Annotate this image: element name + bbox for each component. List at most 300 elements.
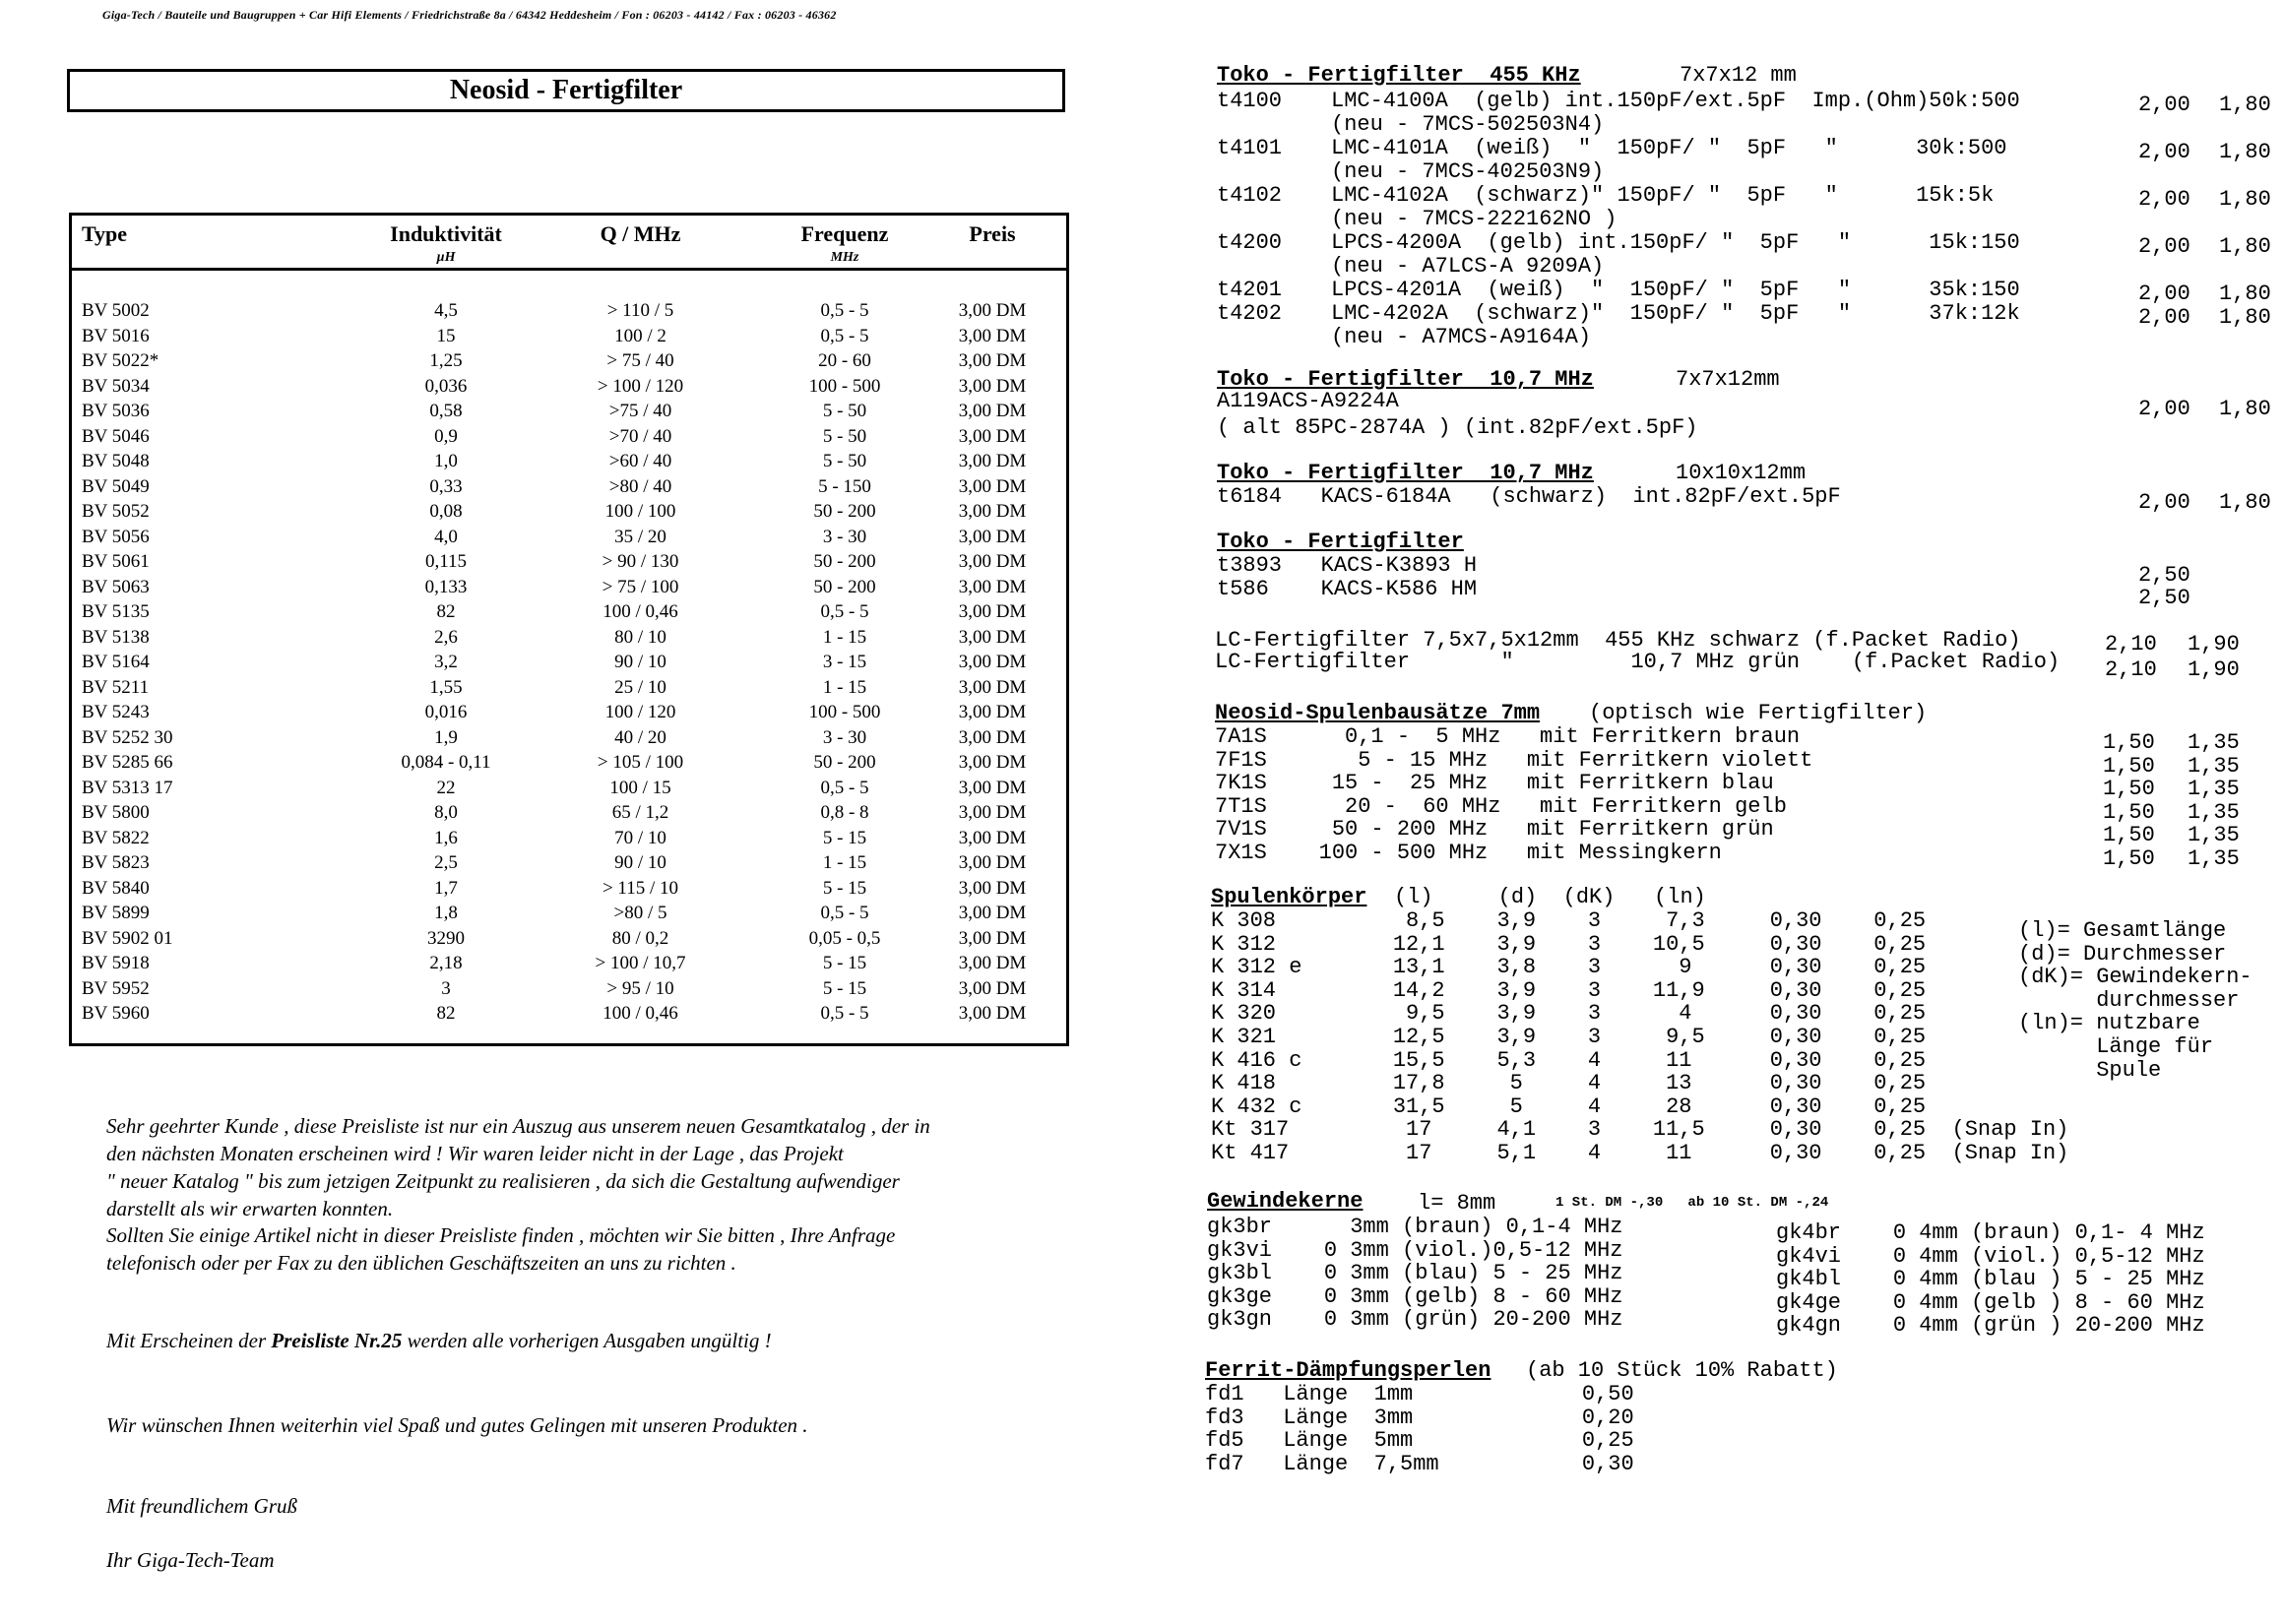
item-price-bulk: 1,80	[2219, 397, 2271, 421]
cell-frequency: 50 - 200	[813, 752, 876, 773]
item-price: 2,00	[2138, 234, 2190, 259]
cell-type: BV 5052	[82, 501, 150, 522]
cell-price: 3,00 DM	[958, 877, 1027, 899]
table-row	[72, 426, 1066, 452]
cell-q: >80 / 40	[608, 475, 672, 497]
header-price: Preis	[969, 221, 1016, 246]
table-row	[72, 978, 1066, 1004]
item-price: 1,50	[2103, 730, 2155, 755]
item-price-bulk: 1,80	[2219, 93, 2271, 117]
item-price: 2,50	[2138, 563, 2190, 588]
section-note: l= 8mm	[1418, 1191, 1496, 1216]
item-row: gk4br 0 4mm (braun) 0,1- 4 MHz	[1776, 1220, 2205, 1245]
cell-q: 100 / 15	[609, 777, 671, 798]
letter-line: darstellt als wir erwarten konnten.	[106, 1197, 394, 1220]
item-row: gk4vi 0 4mm (viol.) 0,5-12 MHz	[1776, 1243, 2205, 1269]
cell-price: 3,00 DM	[958, 676, 1027, 698]
cell-type: BV 5056	[82, 526, 150, 547]
cell-inductance: 1,9	[434, 726, 458, 748]
cell-inductance: 1,55	[429, 676, 463, 698]
section-title: Toko - Fertigfilter 455 KHz	[1217, 63, 1581, 88]
cell-price: 3,00 DM	[958, 501, 1027, 522]
section-columns: (l) (d) (dK) (ln)	[1394, 885, 1706, 909]
cell-type: BV 5046	[82, 425, 150, 447]
letter-line: telefonisch oder per Fax zu den üblichen Geschäftszeiten an uns zu richten .	[106, 1251, 736, 1275]
section-size: 7x7x12mm	[1676, 367, 1780, 392]
item-price-bulk: 1,80	[2219, 187, 2271, 212]
table-row	[72, 627, 1066, 653]
item-description: LMC-4101A (weiß) " 150pF/ " 5pF " 30k:500	[1331, 136, 2007, 160]
letter-line: Sollten Sie einige Artikel nicht in dieser Preisliste finden , möchten wir Sie bitten , Ihre Anfrage	[106, 1223, 896, 1247]
cell-price: 3,00 DM	[958, 475, 1027, 497]
cell-frequency: 3 - 30	[822, 526, 867, 547]
item-price-bulk: 1,35	[2188, 753, 2240, 779]
table-row	[72, 903, 1066, 928]
cell-type: BV 5285 66	[82, 752, 173, 773]
item-description: 7F1S 5 - 15 MHz mit Ferritkern violett	[1215, 747, 1813, 773]
cell-q: 100 / 2	[614, 325, 666, 346]
cell-frequency: 5 - 15	[822, 877, 867, 899]
cell-price: 3,00 DM	[958, 852, 1027, 873]
cell-price: 3,00 DM	[958, 827, 1027, 848]
cell-q: 40 / 20	[614, 726, 666, 748]
cell-price: 3,00 DM	[958, 977, 1027, 999]
item-row: fd1 Länge 1mm 0,50	[1205, 1382, 1634, 1406]
item-note: (neu - 7MCS-402503N9)	[1331, 159, 1605, 184]
legend-line: durchmesser	[2018, 987, 2240, 1013]
section-title: Toko - Fertigfilter 10,7 MHz	[1217, 367, 1594, 392]
item-note: (neu - 7MCS-222162NO )	[1331, 207, 1618, 231]
section-note: (optisch wie Fertigfilter)	[1589, 701, 1928, 725]
item-row: K 308 8,5 3,9 3 7,3 0,30 0,25	[1211, 908, 1927, 933]
cell-price: 3,00 DM	[958, 777, 1027, 798]
cell-frequency: 5 - 50	[822, 451, 867, 471]
cell-frequency: 5 - 150	[818, 475, 871, 497]
cell-type: BV 5034	[82, 375, 150, 397]
item-price: 2,00	[2138, 93, 2190, 117]
cell-frequency: 5 - 50	[822, 425, 867, 447]
item-row: gk3br 3mm (braun) 0,1-4 MHz	[1207, 1215, 1623, 1239]
table-row	[72, 727, 1066, 753]
item-description: LMC-4202A (schwarz)" 150pF/ " 5pF " 37k:12k	[1331, 301, 2020, 326]
cell-inductance: 0,084 - 0,11	[401, 752, 491, 773]
cell-type: BV 5135	[82, 601, 150, 622]
cell-price: 3,00 DM	[958, 576, 1027, 597]
cell-q: > 115 / 10	[602, 877, 679, 899]
cell-price: 3,00 DM	[958, 325, 1027, 346]
signature-line: Ihr Giga-Tech-Team	[106, 1548, 275, 1572]
item-description: LC-Fertigfilter 7,5x7,5x12mm 455 KHz schwarz (f.Packet Radio)	[1215, 628, 2021, 653]
section-price-note: 1 St. DM -,30 ab 10 St. DM -,24	[1555, 1195, 1829, 1211]
cell-frequency: 0,5 - 5	[820, 1003, 869, 1024]
cell-type: BV 5022*	[82, 350, 159, 371]
cell-inductance: 0,33	[429, 475, 463, 497]
item-price-bulk: 1,35	[2188, 777, 2240, 801]
item-row: K 432 c 31,5 5 4 28 0,30 0,25	[1211, 1093, 1927, 1119]
cell-price: 3,00 DM	[958, 1003, 1027, 1024]
cell-inductance: 82	[436, 601, 456, 622]
item-price: 2,00	[2138, 490, 2190, 515]
cell-type: BV 5952	[82, 977, 150, 999]
cell-inductance: 1,8	[434, 903, 458, 923]
item-row: gk3gn 0 3mm (grün) 20-200 MHz	[1207, 1307, 1623, 1332]
cell-price: 3,00 DM	[958, 601, 1027, 622]
item-description: 7T1S 20 - 60 MHz mit Ferritkern gelb	[1215, 793, 1787, 819]
cell-price: 3,00 DM	[958, 451, 1027, 471]
cell-price: 3,00 DM	[958, 752, 1027, 773]
cell-type: BV 5211	[82, 676, 150, 698]
greeting-line: Mit freundlichem Gruß	[106, 1494, 298, 1518]
cell-inductance: 1,0	[434, 451, 458, 471]
item-description: t6184 KACS-6184A (schwarz) int.82pF/ext.5pF	[1217, 484, 1841, 509]
item-description: 7A1S 0,1 - 5 MHz mit Ferritkern braun	[1215, 724, 1801, 749]
cell-price: 3,00 DM	[958, 375, 1027, 397]
item-code: t4200	[1217, 230, 1283, 255]
cell-q: 80 / 10	[614, 626, 666, 648]
item-row: gk3bl 0 3mm (blau) 5 - 25 MHz	[1207, 1261, 1623, 1285]
cell-price: 3,00 DM	[958, 401, 1027, 421]
cell-type: BV 5048	[82, 451, 150, 471]
page-header: Giga-Tech / Bauteile und Baugruppen + Car Hifi Elements / Friedrichstraße 8a / 64342 Heddesheim / Fon : 06203 - 44142 / Fax : 06203 - 46362	[102, 8, 837, 22]
item-code: t4201	[1217, 278, 1283, 302]
item-description: 7X1S 100 - 500 MHz mit Messingkern	[1215, 840, 1722, 865]
cell-frequency: 20 - 60	[818, 350, 871, 371]
table-row	[72, 376, 1066, 402]
cell-price: 3,00 DM	[958, 300, 1027, 321]
cell-type: BV 5313 17	[82, 777, 173, 798]
cell-q: 100 / 100	[604, 501, 676, 522]
item-description: LC-Fertigfilter " 10,7 MHz grün (f.Packet Radio)	[1215, 650, 2061, 674]
cell-price: 3,00 DM	[958, 903, 1027, 923]
cell-type: BV 5918	[82, 953, 150, 973]
cell-type: BV 5840	[82, 877, 150, 899]
section-title: Spulenkörper	[1211, 885, 1367, 909]
cell-price: 3,00 DM	[958, 726, 1027, 748]
cell-type: BV 5960	[82, 1003, 150, 1024]
validity-note	[106, 1327, 772, 1354]
table-row	[72, 1003, 1066, 1029]
cell-frequency: 3 - 15	[822, 652, 867, 672]
item-row: fd5 Länge 5mm 0,25	[1205, 1428, 1634, 1453]
item-price-bulk: 1,80	[2219, 305, 2271, 330]
item-price-bulk: 1,90	[2188, 632, 2240, 656]
table-row	[72, 601, 1066, 627]
item-price: 2,00	[2138, 281, 2190, 306]
cell-q: 70 / 10	[614, 827, 666, 848]
table-body	[72, 300, 1066, 1029]
legend-line: (ln)= nutzbare	[2018, 1011, 2200, 1036]
table-row	[72, 828, 1066, 853]
item-price: 1,50	[2103, 777, 2155, 801]
item-note: (neu - A7LCS-A 9209A)	[1331, 254, 1605, 279]
cell-frequency: 50 - 200	[813, 551, 876, 572]
cell-frequency: 5 - 15	[822, 977, 867, 999]
cell-price: 3,00 DM	[958, 802, 1027, 823]
item-description: LPCS-4201A (weiß) " 150pF/ " 5pF " 35k:150	[1331, 278, 2020, 302]
table-row	[72, 802, 1066, 828]
cell-inductance: 0,58	[429, 401, 463, 421]
cell-frequency: 0,05 - 0,5	[808, 927, 881, 949]
header-inductance-unit: µH	[436, 250, 456, 265]
cell-type: BV 5061	[82, 551, 150, 572]
cell-frequency: 1 - 15	[822, 676, 867, 698]
item-price-bulk: 1,80	[2219, 490, 2271, 515]
table-row	[72, 300, 1066, 326]
cell-type: BV 5243	[82, 702, 150, 722]
validity-text-c: werden alle vorherigen Ausgaben ungültig !	[402, 1329, 772, 1352]
cell-q: >75 / 40	[608, 401, 672, 421]
cell-inductance: 1,25	[429, 350, 463, 371]
item-code: t4101	[1217, 136, 1283, 160]
item-row: gk4ge 0 4mm (gelb ) 8 - 60 MHz	[1776, 1289, 2205, 1315]
item-price: 1,50	[2103, 845, 2155, 871]
table-row	[72, 702, 1066, 727]
item-row: K 314 14,2 3,9 3 11,9 0,30 0,25	[1211, 977, 1927, 1003]
table-row	[72, 350, 1066, 376]
item-row: gk4gn 0 4mm (grün ) 20-200 MHz	[1776, 1313, 2205, 1338]
item-price-bulk: 1,35	[2188, 845, 2240, 871]
cell-price: 3,00 DM	[958, 425, 1027, 447]
item-row: fd3 Länge 3mm 0,20	[1205, 1405, 1634, 1430]
header-frequency: Frequenz	[800, 221, 889, 246]
neosid-title-box	[67, 69, 1065, 112]
cell-type: BV 5002	[82, 300, 150, 321]
section-title: Gewindekerne	[1207, 1189, 1364, 1214]
table-header	[72, 216, 1066, 271]
item-price-bulk: 1,35	[2188, 799, 2240, 825]
item-description: 7K1S 15 - 25 MHz mit Ferritkern blau	[1215, 771, 1774, 795]
item-price-bulk: 1,35	[2188, 730, 2240, 755]
cell-type: BV 5138	[82, 626, 150, 648]
cell-frequency: 1 - 15	[822, 626, 867, 648]
cell-frequency: 0,5 - 5	[820, 300, 869, 321]
cell-inductance: 0,036	[424, 375, 468, 397]
legend-line: Spule	[2018, 1057, 2162, 1083]
cell-inductance: 2,18	[429, 953, 463, 973]
cell-price: 3,00 DM	[958, 702, 1027, 722]
table-row	[72, 953, 1066, 978]
item-price: 2,00	[2138, 397, 2190, 421]
cell-frequency: 100 - 500	[808, 702, 881, 722]
table-row	[72, 476, 1066, 502]
cell-frequency: 50 - 200	[813, 501, 876, 522]
letter-line: " neuer Katalog " bis zum jetzigen Zeitpunkt zu realisieren , da sich die Gestaltung aufwendiger	[106, 1169, 900, 1193]
cell-inductance: 22	[436, 777, 456, 798]
cell-frequency: 0,5 - 5	[820, 903, 869, 923]
item-note: (neu - A7MCS-A9164A)	[1331, 325, 1592, 349]
cell-frequency: 1 - 15	[822, 852, 867, 873]
section-title: Ferrit-Dämpfungsperlen	[1205, 1358, 1491, 1383]
item-price: 1,50	[2103, 753, 2155, 779]
item-description: 7V1S 50 - 200 MHz mit Ferritkern grün	[1215, 817, 1774, 842]
letter-line: Sehr geehrter Kunde , diese Preisliste ist nur ein Auszug aus unserem neuen Gesamtkatalog , der in	[106, 1114, 930, 1138]
item-row: K 320 9,5 3,9 3 4 0,30 0,25	[1211, 1001, 1927, 1027]
cell-inductance: 0,016	[424, 702, 468, 722]
item-row: K 312 12,1 3,9 3 10,5 0,30 0,25	[1211, 931, 1927, 957]
cell-q: > 95 / 10	[606, 977, 674, 999]
table-row	[72, 677, 1066, 703]
item-price-bulk: 1,35	[2188, 823, 2240, 847]
cell-frequency: 0,5 - 5	[820, 325, 869, 346]
item-code: A119ACS-A9224A	[1217, 389, 1399, 413]
section-size: 10x10x12mm	[1676, 461, 1807, 485]
cell-q: > 90 / 130	[602, 551, 679, 572]
item-row: K 418 17,8 5 4 13 0,30 0,25	[1211, 1071, 1927, 1096]
item-price-bulk: 1,90	[2188, 657, 2240, 682]
cell-q: 25 / 10	[614, 676, 666, 698]
header-frequency-unit: MHz	[830, 250, 859, 265]
item-row: Kt 417 17 5,1 4 11 0,30 0,25 (Snap In)	[1211, 1141, 2069, 1165]
cell-inductance: 2,5	[434, 852, 458, 873]
validity-text-a: Mit Erscheinen der	[106, 1329, 272, 1352]
item-price: 1,50	[2103, 799, 2155, 825]
cell-inductance: 0,08	[429, 501, 463, 522]
item-row: fd7 Länge 7,5mm 0,30	[1205, 1451, 1634, 1476]
cell-type: BV 5036	[82, 401, 150, 421]
item-code: t4100	[1217, 89, 1283, 113]
cell-price: 3,00 DM	[958, 626, 1027, 648]
cell-type: BV 5800	[82, 802, 150, 823]
cell-q: >60 / 40	[608, 451, 672, 471]
cell-inductance: 15	[436, 325, 456, 346]
item-price: 2,00	[2138, 305, 2190, 330]
cell-frequency: 0,5 - 5	[820, 601, 869, 622]
cell-inductance: 8,0	[434, 802, 458, 823]
cell-q: 100 / 0,46	[603, 1003, 678, 1024]
item-description: t586 KACS-K586 HM	[1217, 577, 1478, 601]
table-row	[72, 527, 1066, 552]
wishes-line: Wir wünschen Ihnen weiterhin viel Spaß und gutes Gelingen mit unseren Produkten .	[106, 1413, 808, 1437]
table-row	[72, 551, 1066, 577]
cell-type: BV 5252 30	[82, 726, 173, 748]
cell-q: 90 / 10	[614, 652, 666, 672]
cell-q: > 100 / 120	[597, 375, 684, 397]
cell-frequency: 3 - 30	[822, 726, 867, 748]
section-note: (ab 10 Stück 10% Rabatt)	[1526, 1358, 1838, 1383]
item-price-bulk: 1,80	[2219, 234, 2271, 259]
item-row: gk3vi 0 3mm (viol.)0,5-12 MHz	[1207, 1237, 1623, 1263]
item-price: 2,00	[2138, 140, 2190, 164]
cell-inductance: 4,0	[434, 526, 458, 547]
letter-line: den nächsten Monaten erscheinen wird ! Wir waren leider nicht in der Lage , das Projekt	[106, 1142, 844, 1165]
item-price: 2,10	[2105, 657, 2157, 682]
cell-type: BV 5902 01	[82, 927, 173, 949]
cell-q: 100 / 0,46	[603, 601, 678, 622]
cell-frequency: 50 - 200	[813, 576, 876, 597]
legend-line: (l)= Gesamtlänge	[2018, 918, 2227, 943]
item-description: LMC-4100A (gelb) int.150pF/ext.5pF Imp.(Ohm)50k:500	[1331, 89, 2020, 113]
cell-inductance: 3290	[427, 927, 465, 949]
cell-frequency: 100 - 500	[808, 375, 881, 397]
cell-q: > 75 / 100	[602, 576, 679, 597]
section-title: Toko - Fertigfilter 10,7 MHz	[1217, 461, 1594, 485]
cell-q: 100 / 120	[604, 702, 676, 722]
cell-inductance: 1,6	[434, 827, 458, 848]
cell-frequency: 5 - 15	[822, 953, 867, 973]
cell-inductance: 0,115	[424, 551, 468, 572]
cell-inductance: 82	[436, 1003, 456, 1024]
cell-price: 3,00 DM	[958, 551, 1027, 572]
table-row	[72, 577, 1066, 602]
header-inductance: Induktivität	[390, 221, 502, 246]
page-title: Neosid - Fertigfilter	[449, 75, 683, 105]
section-size: 7x7x12 mm	[1680, 63, 1797, 88]
cell-inductance: 1,7	[434, 877, 458, 899]
item-price: 2,50	[2138, 586, 2190, 610]
item-note: (neu - 7MCS-502503N4)	[1331, 112, 1605, 137]
table-row	[72, 326, 1066, 351]
item-price: 2,00	[2138, 187, 2190, 212]
table-row	[72, 878, 1066, 904]
cell-type: BV 5164	[82, 652, 150, 672]
cell-q: > 105 / 100	[597, 752, 684, 773]
table-row	[72, 778, 1066, 803]
item-code: t4102	[1217, 183, 1283, 208]
table-row	[72, 752, 1066, 778]
cell-price: 3,00 DM	[958, 350, 1027, 371]
header-q: Q / MHz	[600, 221, 681, 246]
item-row: gk4bl 0 4mm (blau ) 5 - 25 MHz	[1776, 1267, 2205, 1291]
cell-inductance: 0,9	[434, 425, 458, 447]
cell-type: BV 5016	[82, 325, 150, 346]
cell-price: 3,00 DM	[958, 652, 1027, 672]
cell-inductance: 3,2	[434, 652, 458, 672]
item-code: t4202	[1217, 301, 1283, 326]
item-description: LPCS-4200A (gelb) int.150pF/ " 5pF " 15k:150	[1331, 230, 2020, 255]
cell-frequency: 0,5 - 5	[820, 777, 869, 798]
cell-q: 35 / 20	[614, 526, 666, 547]
item-price-bulk: 1,80	[2219, 140, 2271, 164]
cell-inductance: 0,133	[424, 576, 468, 597]
item-row: K 312 e 13,1 3,8 3 9 0,30 0,25	[1211, 955, 1927, 980]
section-title: Neosid-Spulenbausätze 7mm	[1215, 701, 1541, 725]
cell-inductance: 3	[441, 977, 451, 999]
table-row	[72, 652, 1066, 677]
cell-q: > 100 / 10,7	[595, 953, 686, 973]
item-row: K 321 12,5 3,9 3 9,5 0,30 0,25	[1211, 1025, 1927, 1049]
neosid-price-table	[69, 213, 1069, 1046]
validity-text-b: Preisliste Nr.25	[271, 1329, 403, 1352]
cell-price: 3,00 DM	[958, 927, 1027, 949]
table-row	[72, 501, 1066, 527]
item-price-bulk: 1,80	[2219, 281, 2271, 306]
item-description: LMC-4102A (schwarz)" 150pF/ " 5pF " 15k:5k	[1331, 183, 1995, 208]
item-row: K 416 c 15,5 5,3 4 11 0,30 0,25	[1211, 1047, 1927, 1073]
item-price: 1,50	[2103, 823, 2155, 847]
table-row	[72, 928, 1066, 954]
cell-q: 80 / 0,2	[611, 927, 669, 949]
legend-line: (d)= Durchmesser	[2018, 941, 2227, 967]
item-description: t3893 KACS-K3893 H	[1217, 553, 1478, 578]
cell-type: BV 5822	[82, 827, 150, 848]
cell-q: > 110 / 5	[606, 300, 674, 321]
cell-q: > 75 / 40	[606, 350, 674, 371]
cell-inductance: 2,6	[434, 626, 458, 648]
item-description: ( alt 85PC-2874A ) (int.82pF/ext.5pF)	[1217, 415, 1698, 440]
cell-price: 3,00 DM	[958, 953, 1027, 973]
table-row	[72, 401, 1066, 426]
table-row	[72, 852, 1066, 878]
item-price: 2,10	[2105, 632, 2157, 656]
item-row: Kt 317 17 4,1 3 11,5 0,30 0,25 (Snap In)	[1211, 1117, 2069, 1143]
cell-q: 90 / 10	[614, 852, 666, 873]
cell-frequency: 5 - 15	[822, 827, 867, 848]
cell-type: BV 5049	[82, 475, 150, 497]
cell-price: 3,00 DM	[958, 526, 1027, 547]
legend-line: (dK)= Gewindekern-	[2018, 965, 2252, 990]
cell-type: BV 5899	[82, 903, 150, 923]
cell-type: BV 5063	[82, 576, 150, 597]
